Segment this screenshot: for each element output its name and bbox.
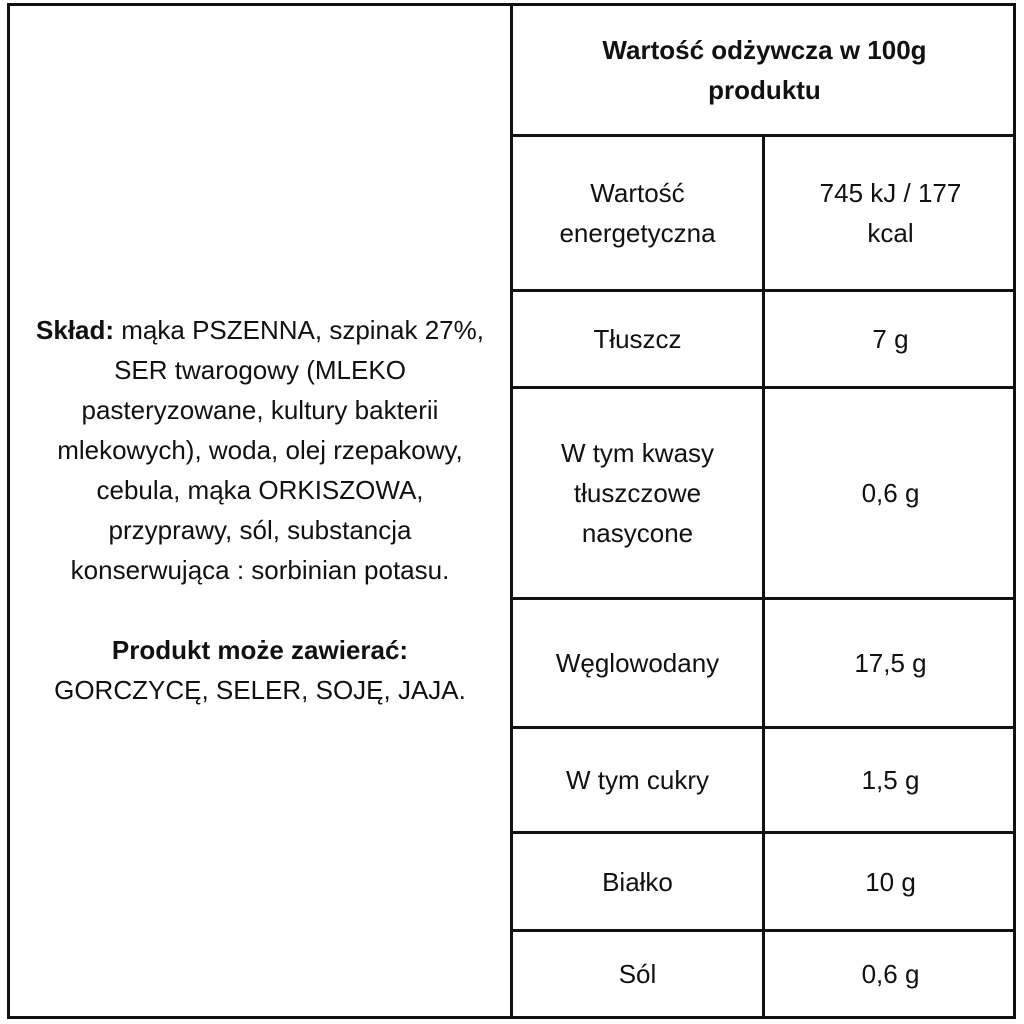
ingredients-label: Skład: [36,314,115,345]
nutrient-name: W tym kwasy tłuszczowe nasycone [560,438,715,548]
ingredients-text: mąka PSZENNA, szpinak 27%, SER twarogowy (MLEKO pasteryzowane, kultury bakterii mlekowych), woda, olej rzepakowy, cebula, mąka ORKISZOWA, przyprawy, sól, substancja konserwująca : sorbinian potasu. [57,314,484,585]
nutrient-value: 10 g [865,866,916,897]
ingredients-paragraph [32,310,488,590]
nutrient-value: 7 g [872,324,909,354]
nutrient-value: 17,5 g [854,648,927,678]
allergens-text: GORCZYCĘ, SELER, SOJĘ, JAJA. [54,674,466,705]
nutrient-value: 0,6 g [861,478,920,508]
allergens-paragraph [54,630,466,710]
nutrient-name: Białko [602,866,673,897]
nutrition-header: Wartość odżywcza w 100g produktu [602,35,927,105]
nutrient-value: 0,6 g [861,959,920,989]
nutrient-name: Sól [618,959,657,989]
nutrient-name: W tym cukry [566,765,709,795]
ingredients-panel [10,3,510,1016]
nutrient-name: Węglowodany [555,648,720,678]
nutrient-name: Tłuszcz [593,324,682,354]
nutrient-name: Wartość energetyczna [559,178,716,248]
nutrient-value: 1,5 g [861,765,920,795]
nutrient-value: 745 kJ / 177 kcal [819,178,962,248]
allergens-label: Produkt może zawierać: [111,634,409,665]
